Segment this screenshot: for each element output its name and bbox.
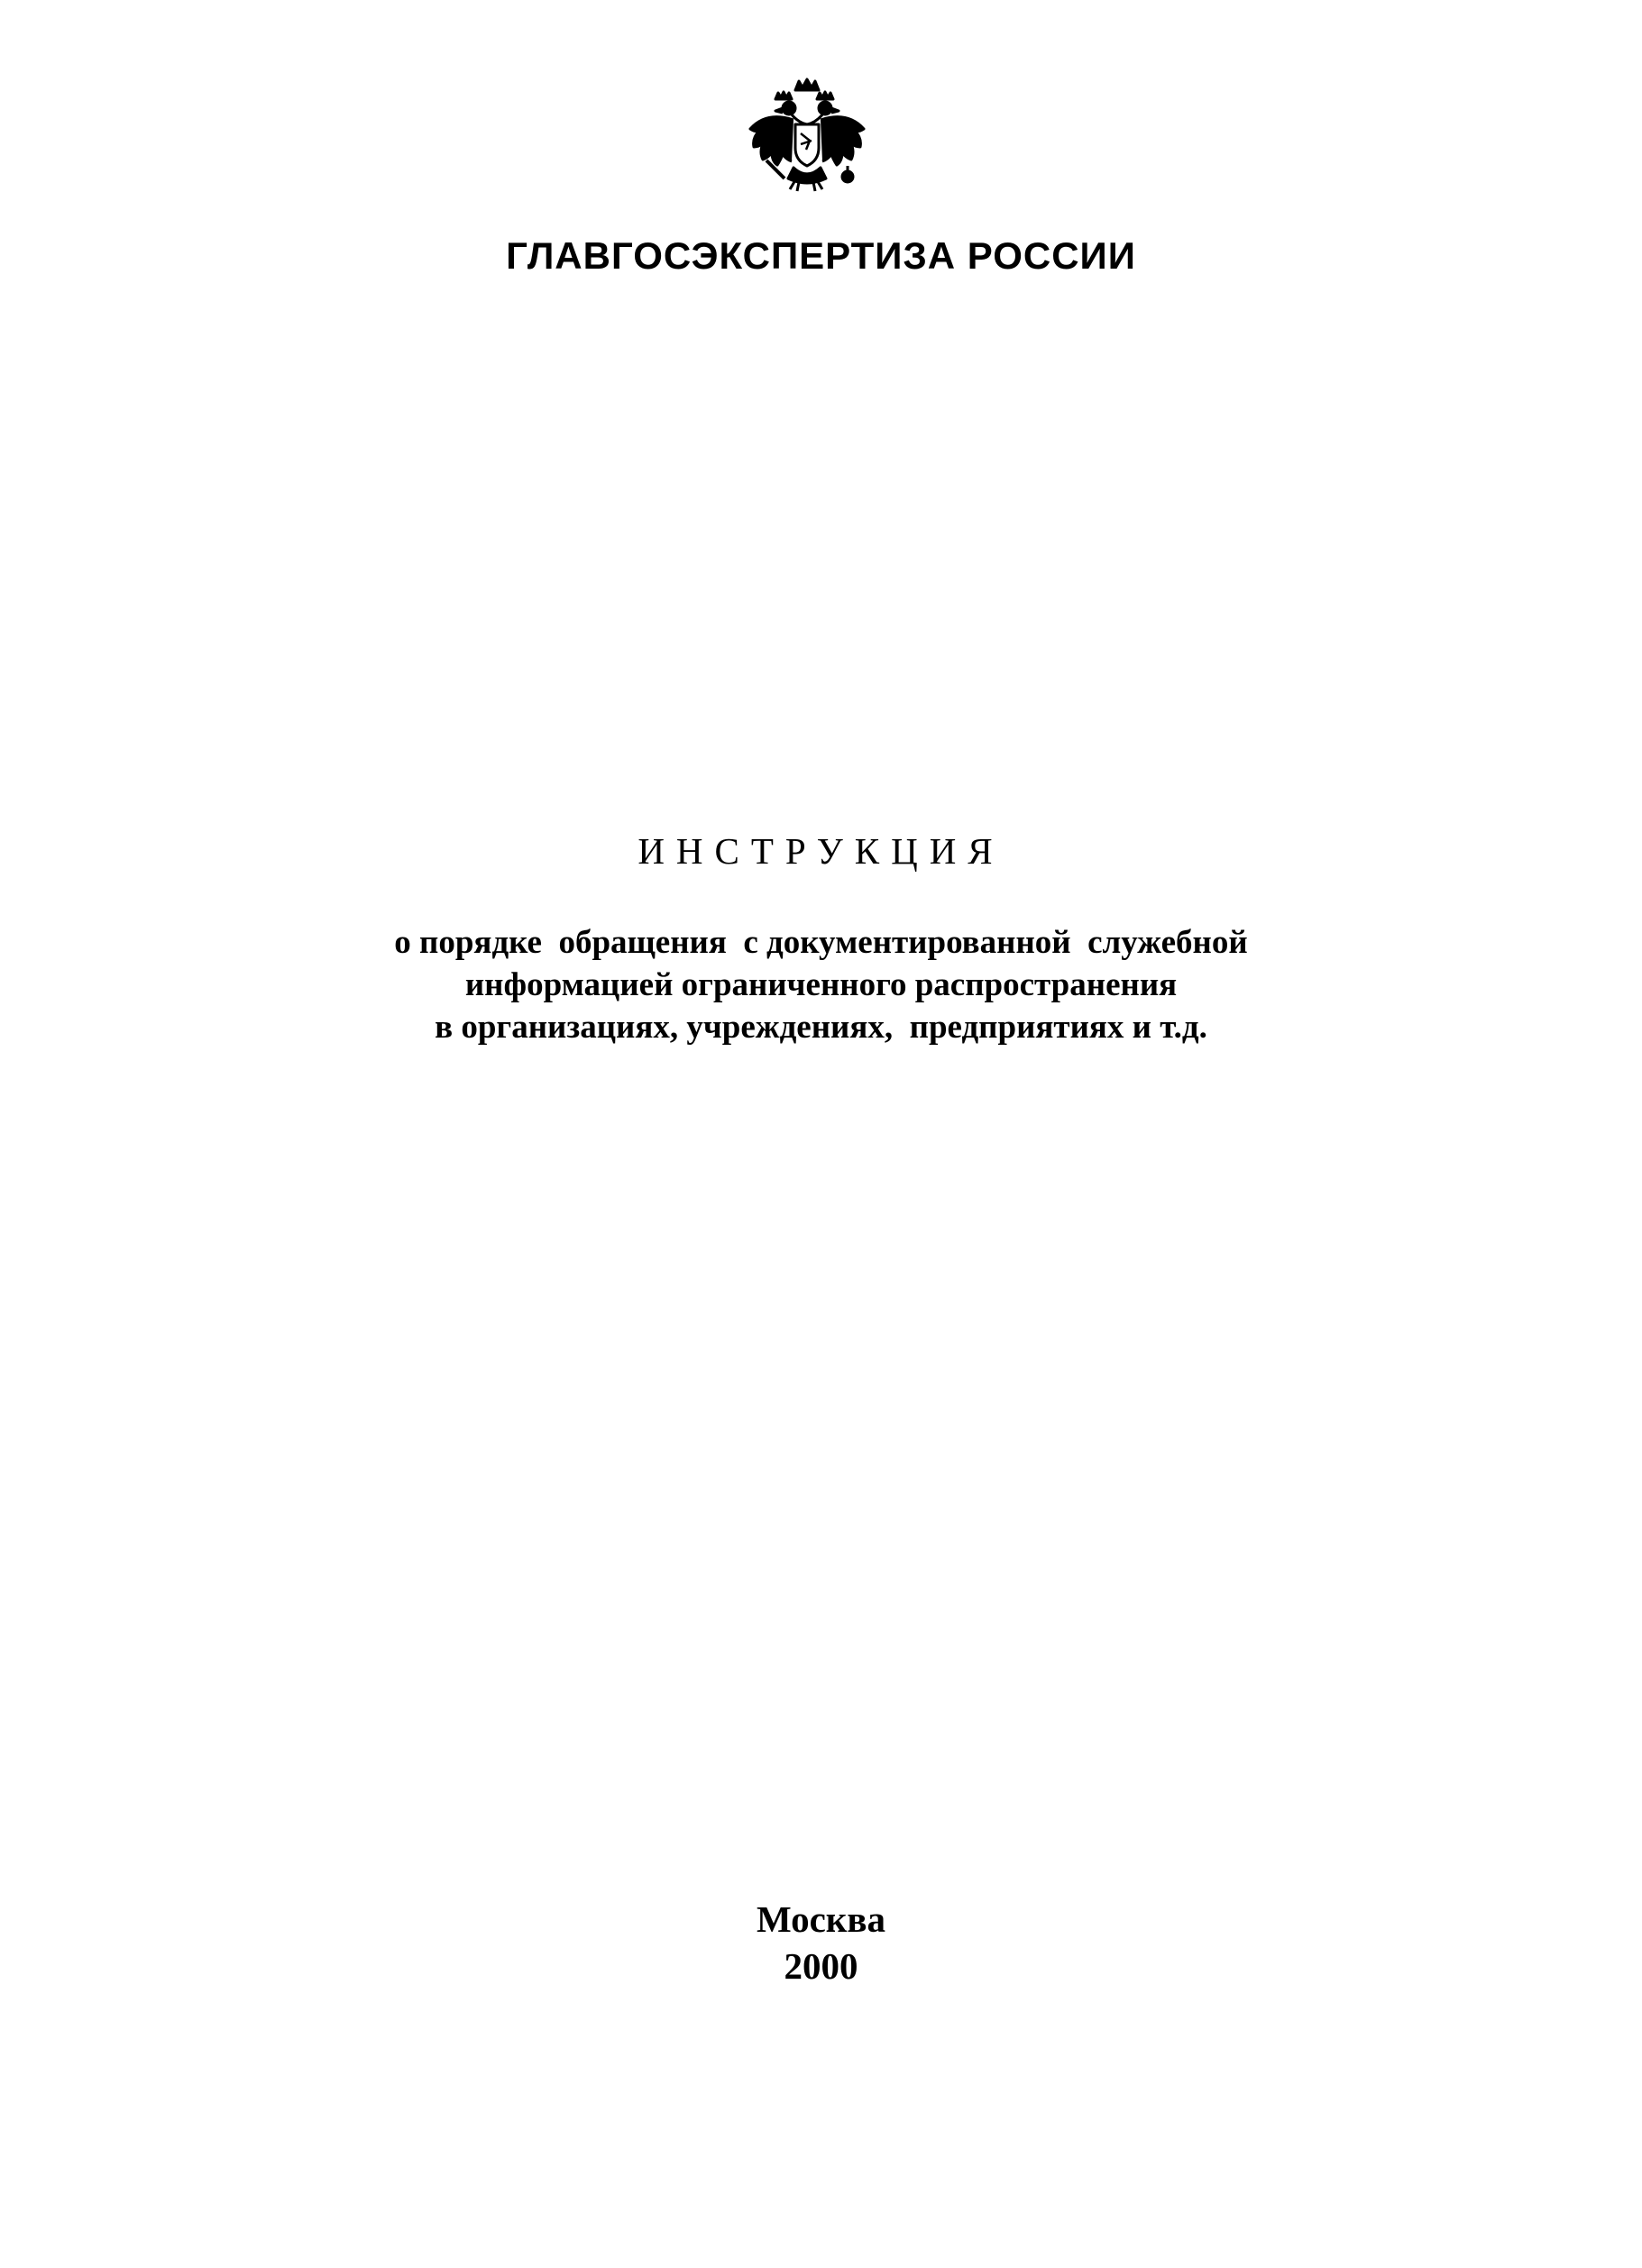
document-subtitle (0, 921, 1642, 1048)
imprint-year: 2000 (784, 1945, 858, 1987)
russian-coat-of-arms-icon (739, 70, 875, 206)
document-title: ИНСТРУКЦИЯ (638, 830, 1004, 872)
subtitle-line: информацией ограниченного распространения (464, 966, 1178, 1003)
subtitle-line: о порядке обращения с документированной служебной (394, 924, 1248, 961)
subtitle-line: в организациях, учреждениях, предприятиях и т.д. (435, 1009, 1207, 1046)
imprint (0, 1896, 1642, 1989)
imprint-city: Москва (756, 1898, 886, 1940)
agency-name: ГЛАВГОСЭКСПЕРТИЗА РОССИИ (506, 234, 1136, 277)
